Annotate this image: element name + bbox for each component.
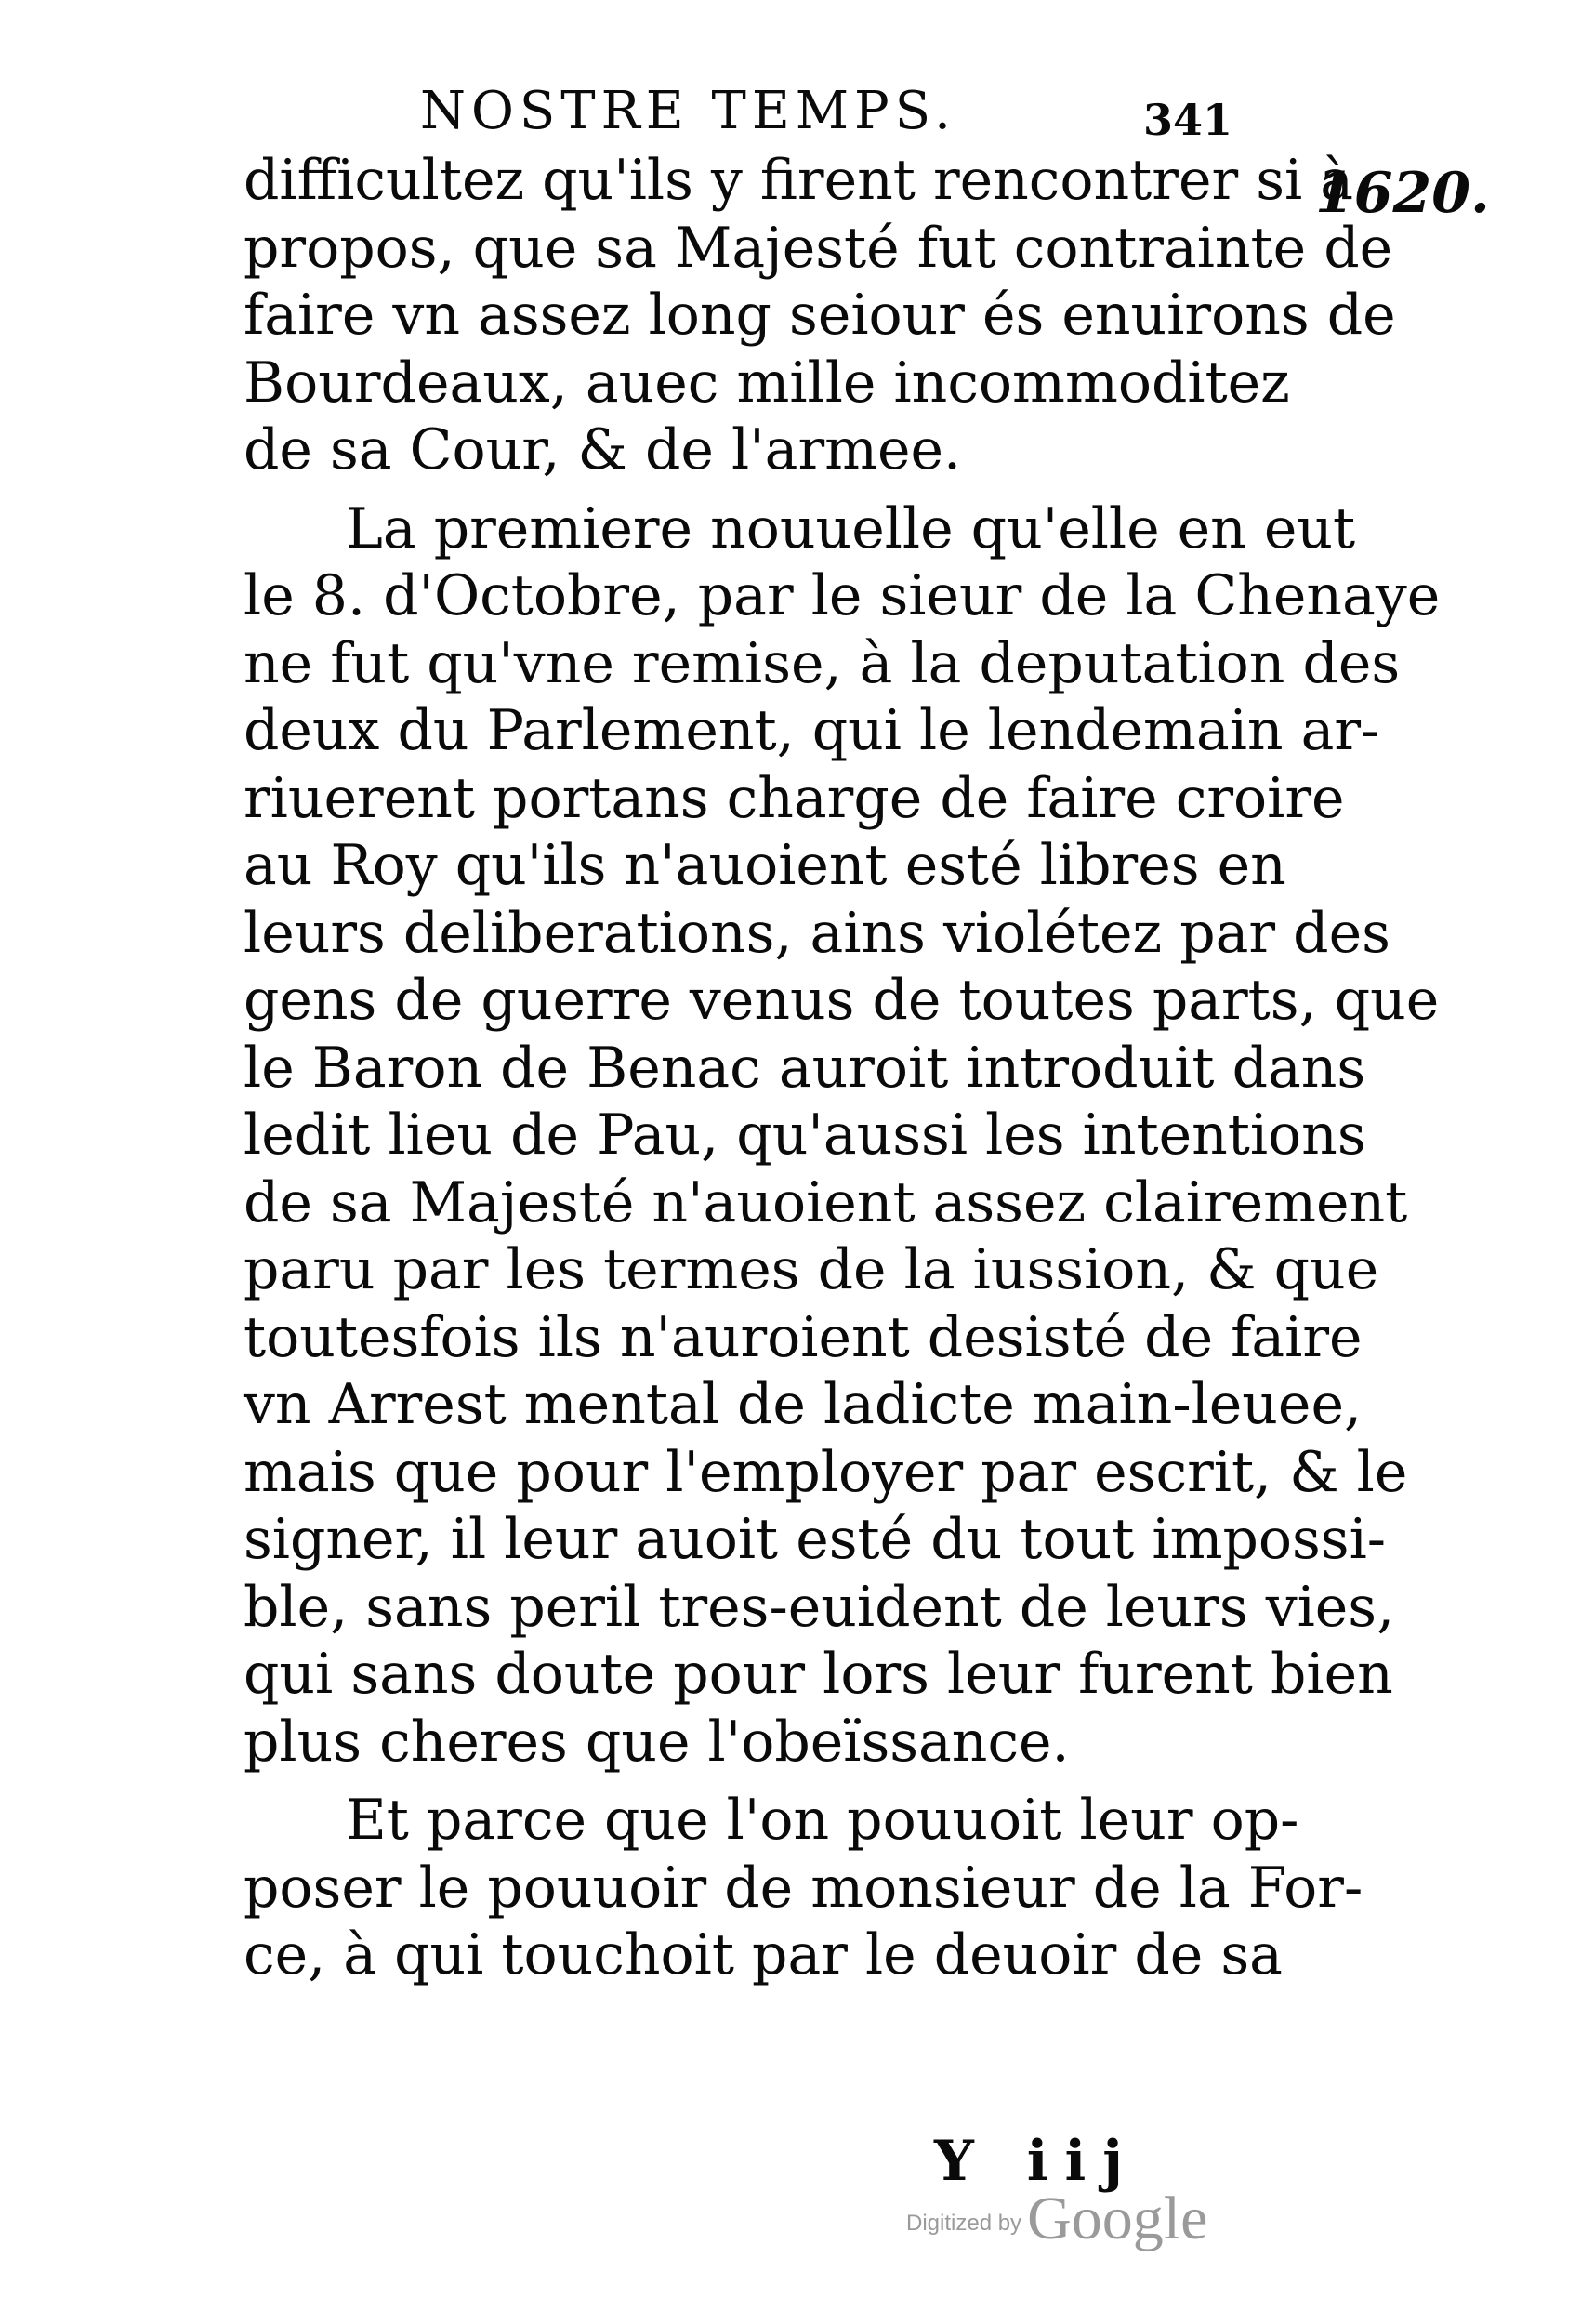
text-line: au Roy qu'ils n'auoient esté libres en bbox=[244, 833, 1286, 898]
text-line: poser le pouuoir de monsieur de la For- bbox=[244, 1855, 1363, 1921]
signature-mark: Y iij bbox=[934, 2129, 1140, 2194]
text-line: vn Arrest mental de ladicte main-leuee, bbox=[244, 1372, 1363, 1437]
paragraph-start-line: La premiere nouuelle qu'elle en eut bbox=[346, 495, 1356, 561]
text-line: de sa Majesté n'auoient assez clairement bbox=[244, 1169, 1408, 1235]
text-line: gens de guerre venus de toutes parts, que bbox=[244, 968, 1440, 1033]
text-line: riuerent portans charge de faire croire bbox=[244, 765, 1345, 831]
text-line: ne fut qu'vne remise, à la deputation des bbox=[244, 630, 1401, 696]
running-title: NOSTRE TEMPS. bbox=[420, 81, 956, 141]
text-line: qui sans doute pour lors leur furent bien bbox=[244, 1642, 1393, 1707]
text-line: paru par les termes de la iussion, & que bbox=[244, 1237, 1379, 1302]
text-line: le 8. d'Octobre, par le sieur de la Chenaye bbox=[244, 563, 1441, 628]
margin-year-note: 1620. bbox=[1315, 161, 1490, 226]
text-line: plus cheres que l'obeïssance. bbox=[244, 1709, 1070, 1775]
text-line: difficultez qu'ils y firent rencontrer si à bbox=[244, 148, 1354, 213]
text-line: de sa Cour, & de l'armee. bbox=[244, 417, 962, 482]
text-line: ce, à qui touchoit par le deuoir de sa bbox=[244, 1922, 1283, 1987]
text-line: toutesfois ils n'auroient desisté de faire bbox=[244, 1304, 1363, 1370]
text-line: faire vn assez long seiour és enuirons de bbox=[244, 283, 1396, 348]
text-line: mais que pour l'employer par escrit, & le bbox=[244, 1439, 1408, 1505]
text-line: propos, que sa Majesté fut contrainte de bbox=[244, 215, 1393, 281]
text-line: ble, sans peril tres-euident de leurs vies, bbox=[244, 1574, 1395, 1640]
text-line: leurs deliberations, ains violétez par des bbox=[244, 900, 1390, 966]
page-number: 341 bbox=[1143, 95, 1233, 145]
text-line: le Baron de Benac auroit introduit dans bbox=[244, 1035, 1366, 1101]
watermark-prefix: Digitized by bbox=[906, 2211, 1022, 2236]
paragraph-start-line: Et parce que l'on pouuoit leur op- bbox=[346, 1788, 1299, 1853]
watermark-brand: Google bbox=[1027, 2185, 1208, 2252]
digitized-watermark bbox=[906, 2166, 1207, 2250]
text-line: signer, il leur auoit esté du tout impossi- bbox=[244, 1507, 1387, 1572]
text-line: Bourdeaux, auec mille incommoditez bbox=[244, 350, 1290, 416]
text-line: deux du Parlement, qui le lendemain ar- bbox=[244, 698, 1380, 763]
text-line: ledit lieu de Pau, qu'aussi les intentions bbox=[244, 1103, 1366, 1168]
